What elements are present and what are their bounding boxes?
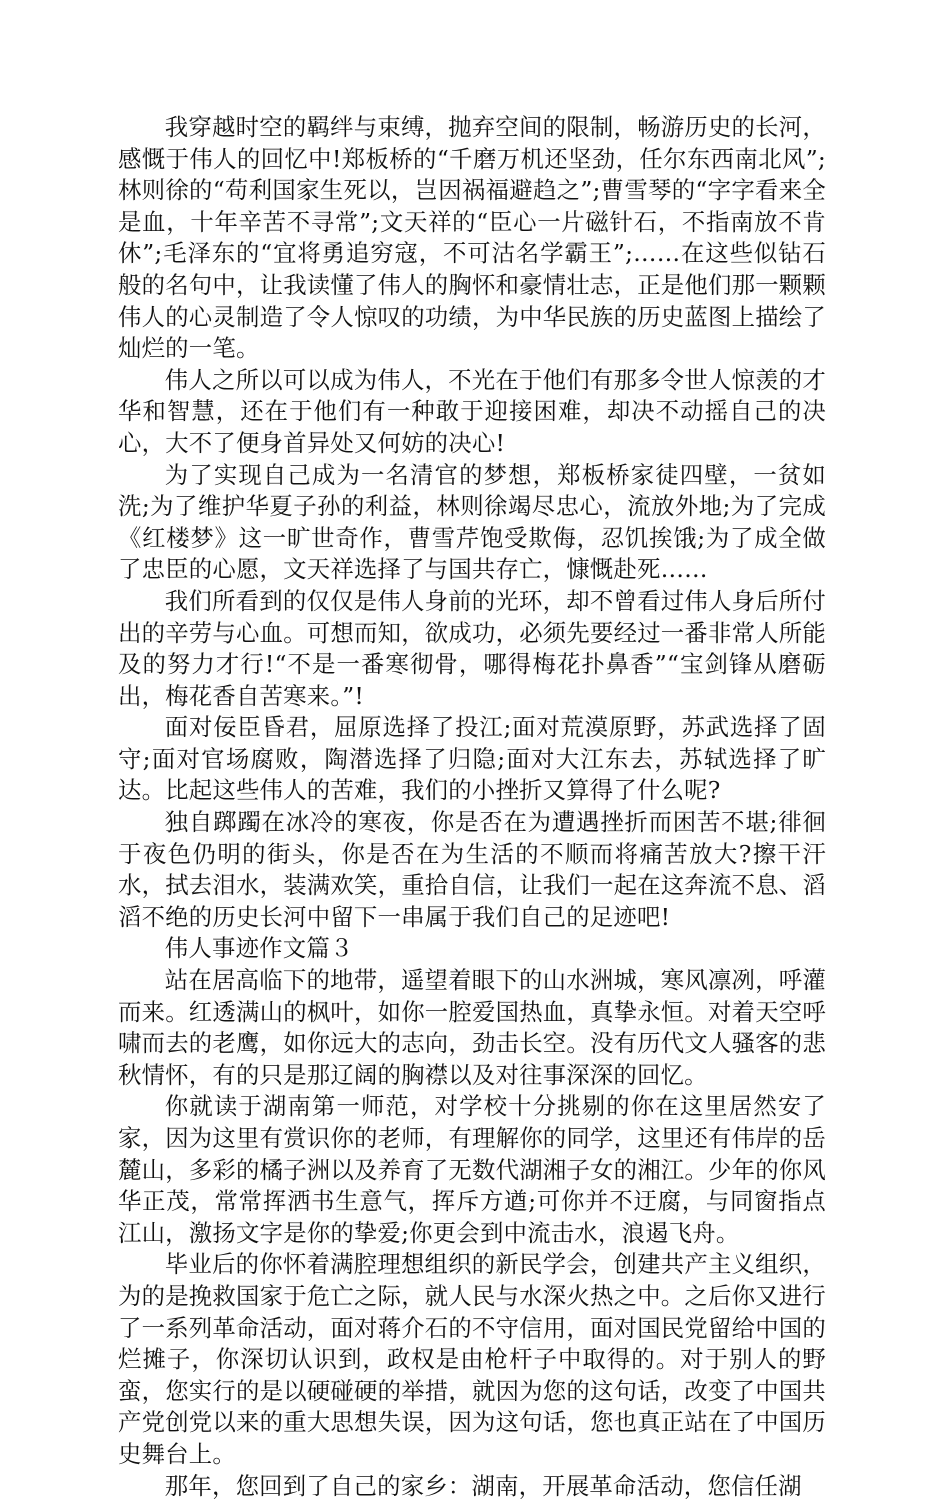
paragraph-7: 站在居高临下的地带，遥望着眼下的山水洲城，寒风凛冽，呼灌而来。红透满山的枫叶，如你一腔爱国热血，真挚永恒。对着天空呼啸而去的老鹰，如你远大的志向，劲击长空。没有历代文人骚客的悲秋情怀，有的只是那辽阔的胸襟以及对往事深深的回忆。 — [118, 966, 826, 1089]
paragraph-3: 为了实现自己成为一名清官的梦想，郑板桥家徒四壁，一贫如洗;为了维护华夏子孙的利益，林则徐竭尽忠心，流放外地;为了完成《红楼梦》这一旷世奇作，曹雪芹饱受欺侮，忍饥挨饿;为了成全做了忠臣的心愿，文天祥选择了与国共存亡，慷慨赴死…… — [118, 460, 826, 584]
paragraph-1: 我穿越时空的羁绊与束缚，抛弃空间的限制，畅游历史的长河，感慨于伟人的回忆中!郑板桥的“千磨万机还坚劲，任尔东西南北风”;林则徐的“苟利国家生死以，岂因祸福避趋之”;曹雪琴的“字字看来全是血，十年辛苦不寻常”;文天祥的“臣心一片磁针石，不指南放不肯休”;毛泽东的“宜将勇追穷寇，不可沽名学霸王”;……在这些似钻石般的名句中，让我读懂了伟人的胸怀和豪情壮志，正是他们那一颗颗伟人的心灵制造了令人惊叹的功绩，为中华民族的历史蓝图上描绘了灿烂的一笔。 — [118, 113, 826, 363]
paragraph-8: 你就读于湖南第一师范，对学校十分挑剔的你在这里居然安了家，因为这里有赏识你的老师，有理解你的同学，这里还有伟岸的岳麓山，多彩的橘子洲以及养育了无数代湖湘子女的湘江。少年的你风华正茂，常常挥洒书生意气，挥斥方遒;可你并不迂腐，与同窗指点江山，激扬文字是你的挚爱;你更会到中流击水，浪遏飞舟。 — [118, 1092, 826, 1247]
paragraph-6: 独自踯躅在冰冷的寒夜，你是否在为遭遇挫折而困苦不堪;徘徊于夜色仍明的街头，你是否在为生活的不顺而将痛苦放大?擦干汗水，拭去泪水，装满欢笑，重拾自信，让我们一起在这奔流不息、滔滔不绝的历史长河中留下一串属于我们自己的足迹吧! — [118, 808, 826, 931]
paragraph-10: 那年，您回到了自己的家乡：湖南，开展革命活动，您信任湖 — [164, 1471, 802, 1500]
document-page — [118, 112, 826, 1502]
paragraph-9: 毕业后的你怀着满腔理想组织的新民学会，创建共产主义组织，为的是挽救国家于危亡之际，就人民与水深火热之中。之后你又进行了一系列革命活动，面对蒋介石的不守信用，面对国民党留给中国的烂摊子，你深切认识到，政权是由枪杆子中取得的。对于别人的野蛮，您实行的是以硬碰硬的举措，就因为您的这句话，改变了中国共产党创党以来的重大思想失误，因为这句话，您也真正站在了中国历史舞台上。 — [118, 1250, 826, 1468]
paragraph-2: 伟人之所以可以成为伟人，不光在于他们有那多令世人惊羡的才华和智慧，还在于他们有一种敢于迎接困难，却决不动摇自己的决心，大不了便身首异处又何妨的决心! — [118, 365, 826, 457]
paragraph-4: 我们所看到的仅仅是伟人身前的光环，却不曾看过伟人身后所付出的辛劳与心血。可想而知，欲成功，必须先要经过一番非常人所能及的努力才行!“不是一番寒彻骨，哪得梅花扑鼻香”“宝剑锋从磨砺出，梅花香自苦寒来。”! — [118, 586, 826, 710]
paragraph-5: 面对佞臣昏君，屈原选择了投江;面对荒漠原野，苏武选择了固守;面对官场腐败，陶潜选择了归隐;面对大江东去，苏轼选择了旷达。比起这些伟人的苦难，我们的小挫折又算得了什么呢? — [118, 713, 826, 805]
section-title: 伟人事迹作文篇３ — [164, 934, 354, 963]
